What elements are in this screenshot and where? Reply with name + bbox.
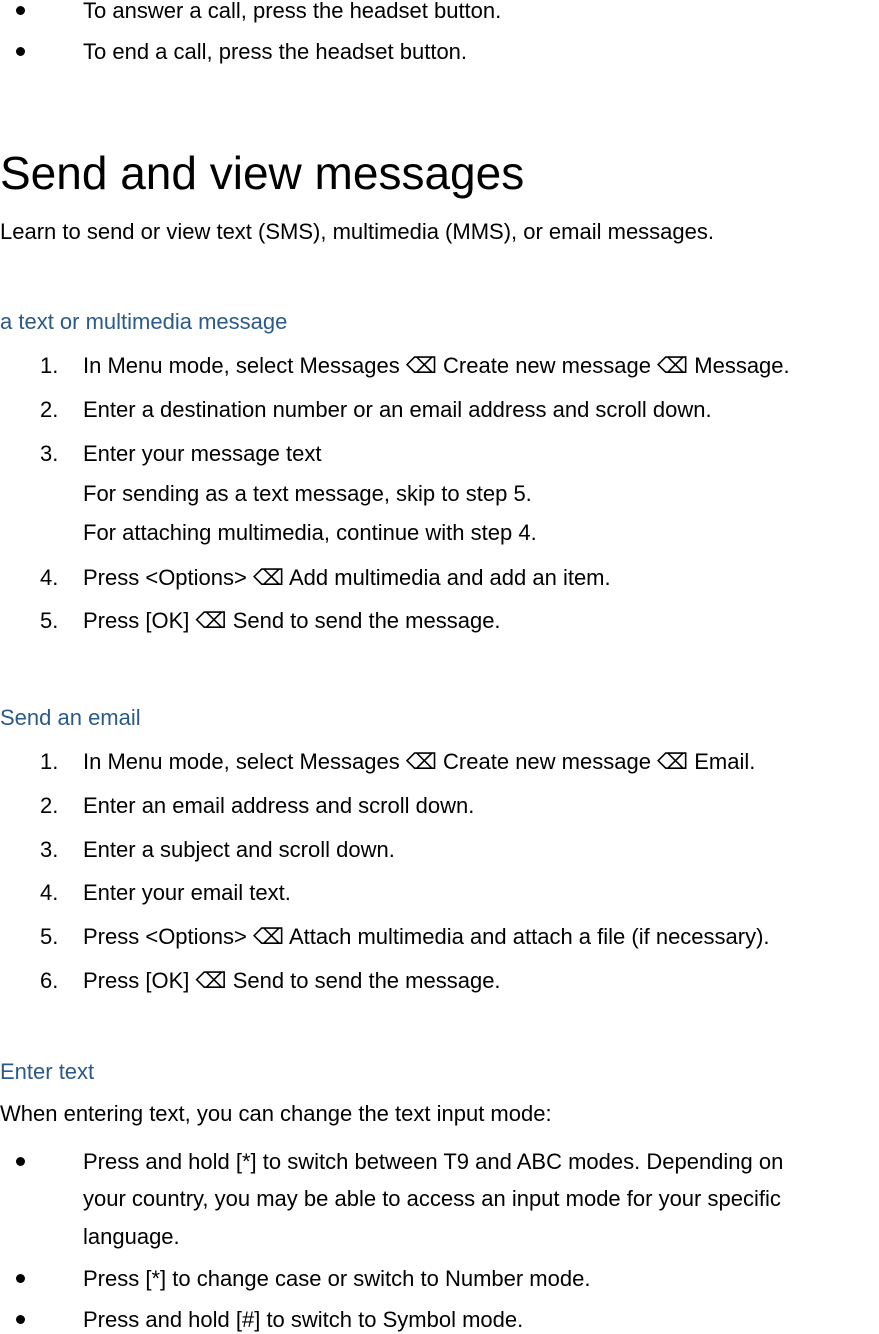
step-number: 6. bbox=[40, 968, 59, 993]
step-number: 3. bbox=[40, 441, 59, 466]
bullet-marker bbox=[16, 1157, 25, 1166]
step-text: Enter a subject and scroll down. bbox=[83, 837, 395, 862]
subsection-heading: Send an email bbox=[0, 705, 141, 730]
step-text-continued: For attaching multimedia, continue with step 4. bbox=[83, 520, 537, 545]
step-number: 2. bbox=[40, 397, 59, 422]
step-text: Press [OK] ⌫ Send to send the message. bbox=[83, 608, 501, 633]
bullet-item: Press [*] to change case or switch to Number mode. bbox=[83, 1266, 591, 1291]
step-number: 2. bbox=[40, 793, 59, 818]
step-text: Enter a destination number or an email address and scroll down. bbox=[83, 397, 712, 422]
bullet-item-continued: your country, you may be able to access an input mode for your specific bbox=[83, 1186, 781, 1211]
bullet-item: Press and hold [#] to switch to Symbol mode. bbox=[83, 1307, 524, 1332]
bullet-item: To answer a call, press the headset button. bbox=[83, 0, 502, 23]
step-number: 1. bbox=[40, 749, 59, 774]
section-intro: Learn to send or view text (SMS), multimedia (MMS), or email messages. bbox=[0, 219, 715, 244]
step-text: Enter your email text. bbox=[83, 880, 291, 905]
step-number: 5. bbox=[40, 924, 59, 949]
step-text-continued: For sending as a text message, skip to step 5. bbox=[83, 481, 532, 506]
bullet-item: To end a call, press the headset button. bbox=[83, 39, 468, 64]
step-text: Press [OK] ⌫ Send to send the message. bbox=[83, 968, 501, 993]
subsection-heading: Enter text bbox=[0, 1059, 95, 1084]
bullet-item: Press and hold [*] to switch between T9 and ABC modes. Depending on bbox=[83, 1149, 784, 1174]
step-number: 4. bbox=[40, 880, 59, 905]
bullet-item-continued: language. bbox=[83, 1224, 180, 1249]
step-number: 4. bbox=[40, 565, 59, 590]
subsection-heading: a text or multimedia message bbox=[0, 309, 288, 334]
step-number: 1. bbox=[40, 353, 59, 378]
bullet-marker bbox=[16, 1274, 25, 1283]
bullet-marker bbox=[16, 47, 25, 56]
step-text: Press <Options> ⌫ Add multimedia and add an item. bbox=[83, 565, 611, 590]
step-number: 3. bbox=[40, 837, 59, 862]
bullet-marker bbox=[16, 1315, 25, 1324]
step-text: Enter your message text bbox=[83, 441, 322, 466]
subsection-intro: When entering text, you can change the text input mode: bbox=[0, 1101, 552, 1126]
bullet-marker bbox=[16, 6, 25, 15]
step-text: In Menu mode, select Messages ⌫ Create new message ⌫ Email. bbox=[83, 749, 756, 774]
step-number: 5. bbox=[40, 608, 59, 633]
step-text: Press <Options> ⌫ Attach multimedia and attach a file (if necessary). bbox=[83, 924, 770, 949]
section-title: Send and view messages bbox=[0, 147, 525, 199]
step-text: In Menu mode, select Messages ⌫ Create new message ⌫ Message. bbox=[83, 353, 790, 378]
step-text: Enter an email address and scroll down. bbox=[83, 793, 475, 818]
